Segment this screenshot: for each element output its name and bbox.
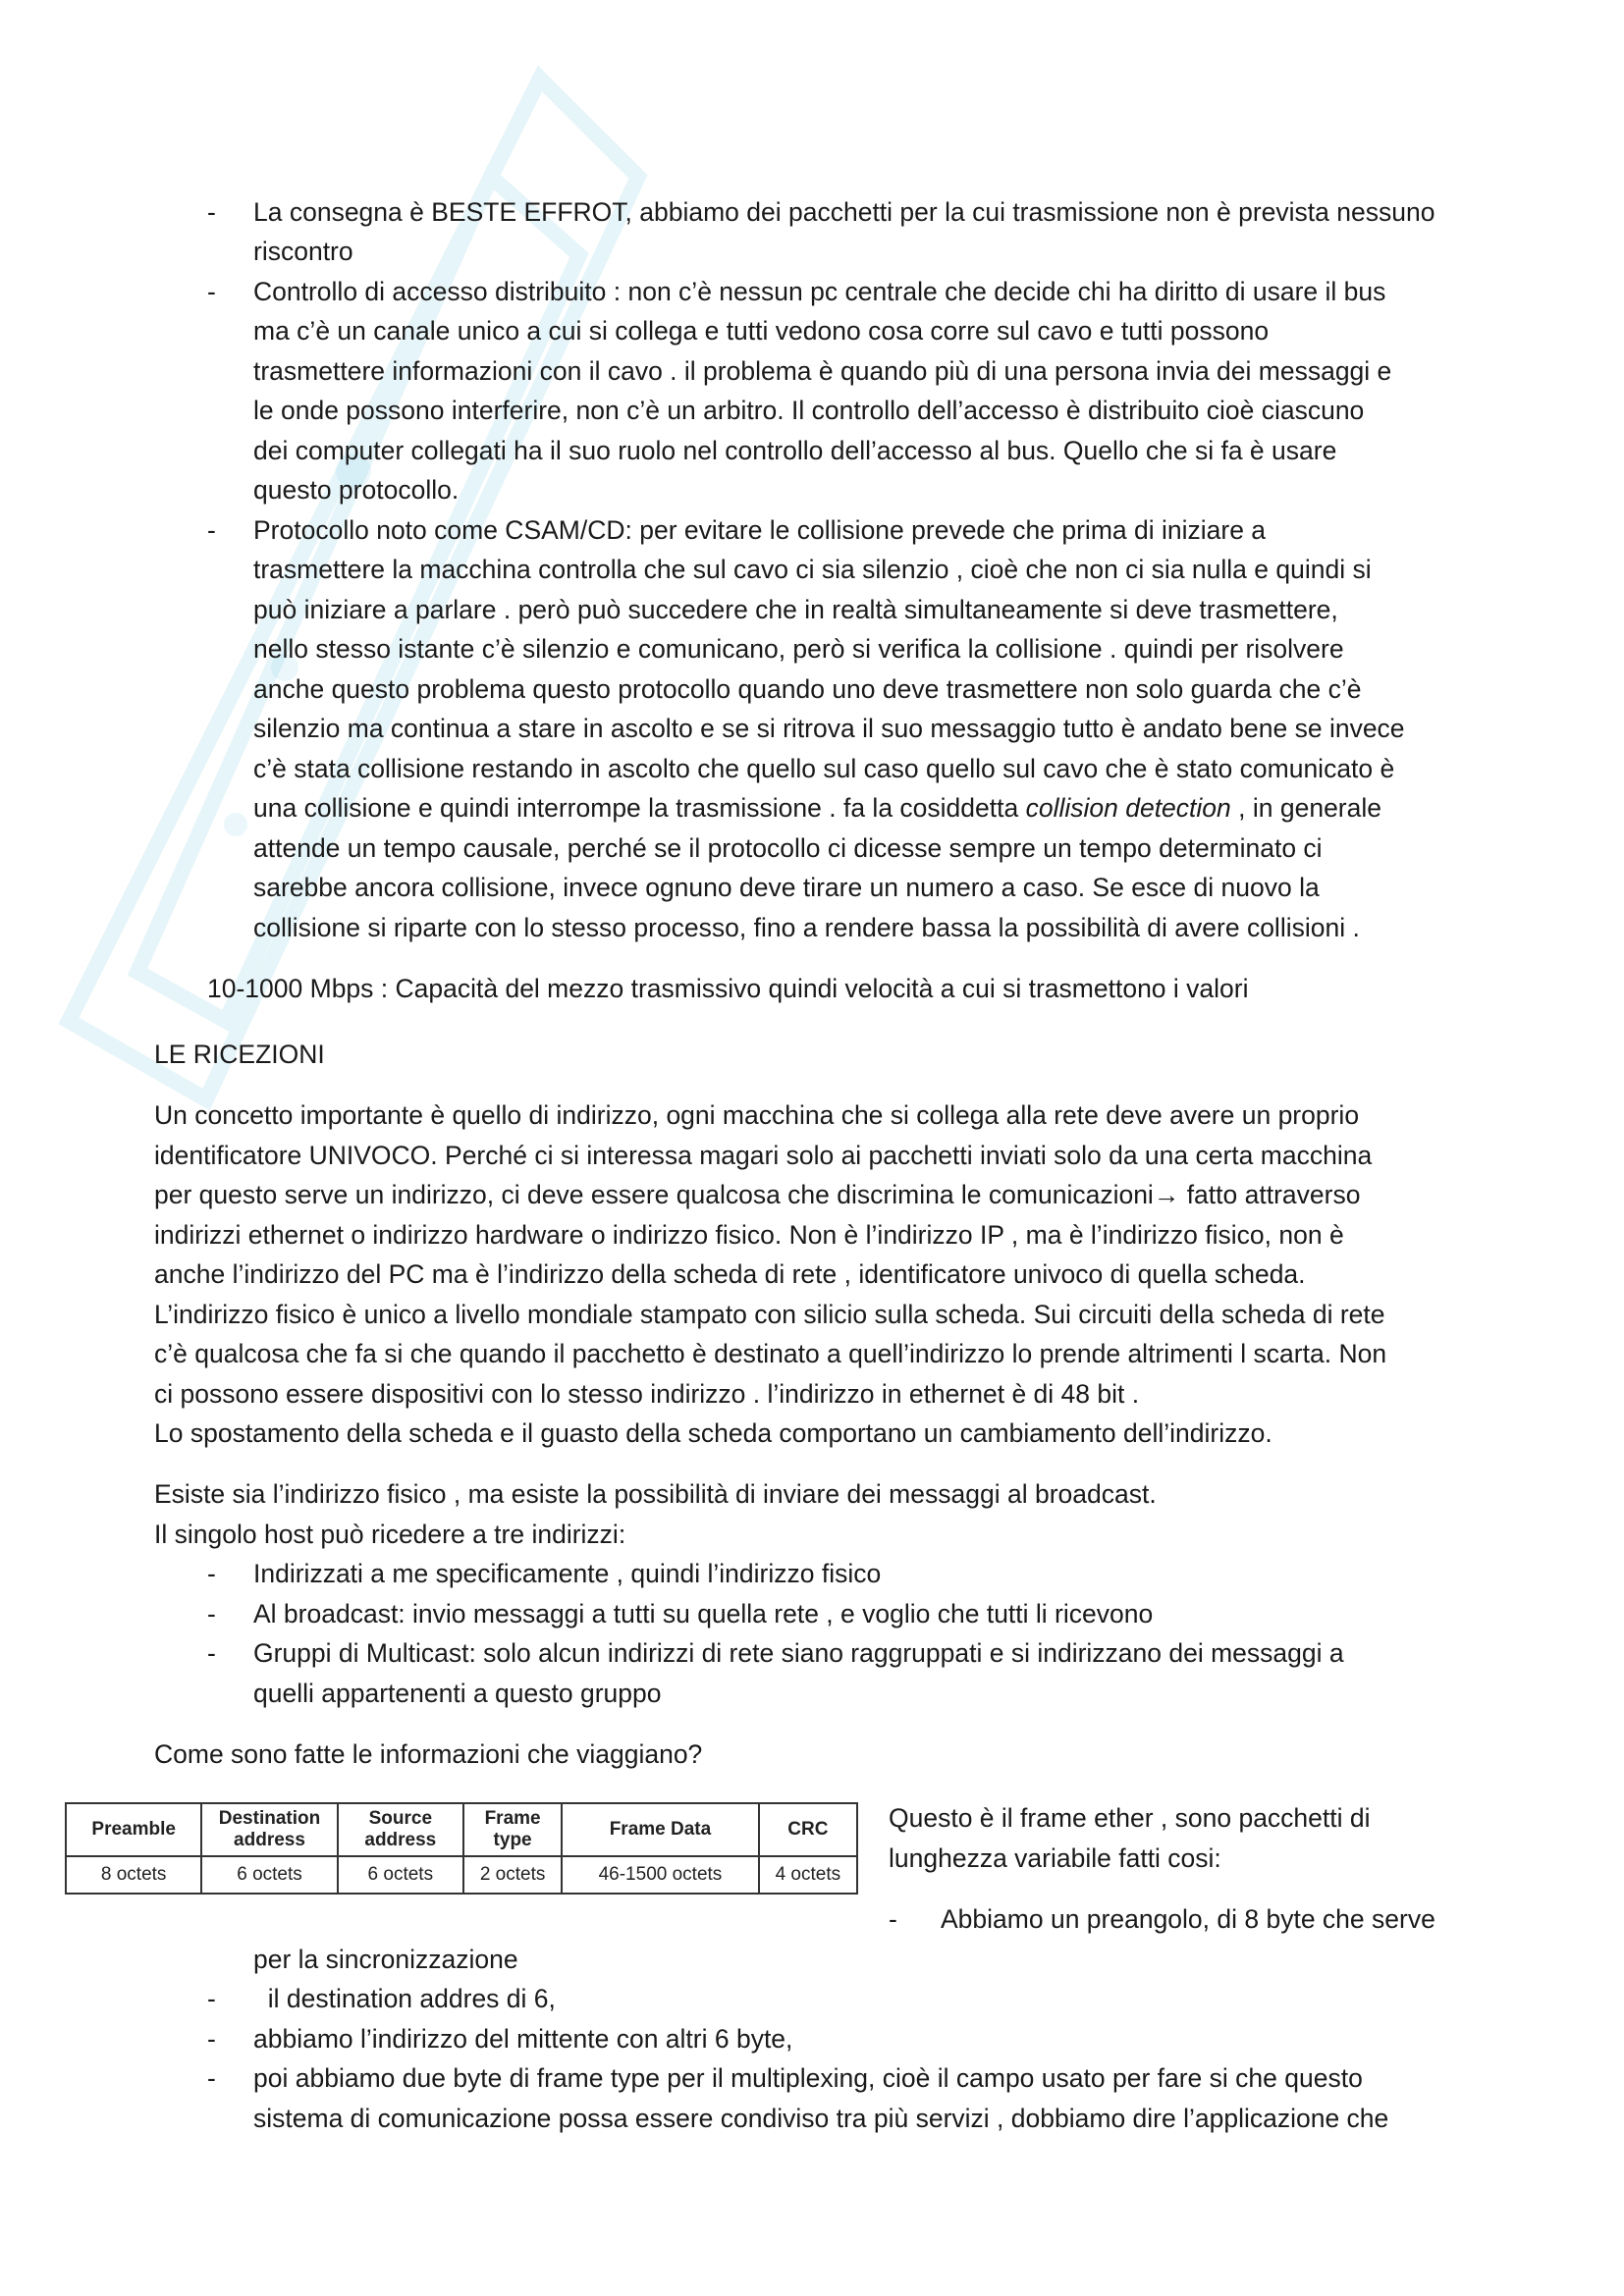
paragraph-line: Esiste sia l’indirizzo fisico , ma esiste la possibilità di inviare dei messaggi al broadcast. bbox=[154, 1479, 1157, 1509]
list-item-line: Abbiamo un preangolo, di 8 byte che serve bbox=[941, 1904, 1435, 1934]
side-text-line: Questo è il frame ether , sono pacchetti di bbox=[889, 1803, 1371, 1833]
list-item-line: questo protocollo. bbox=[253, 475, 460, 505]
paragraph-line: identificatore UNIVOCO. Perché ci si interessa magari solo ai pacchetti inviati solo da una certa macchina bbox=[154, 1141, 1373, 1170]
bullet-dash: - bbox=[207, 515, 216, 545]
list-item-line: trasmettere informazioni con il cavo . il problema è quando più di una persona invia dei messaggi e bbox=[253, 356, 1392, 386]
bullet-dash: - bbox=[207, 197, 216, 227]
table-cell: 46-1500 octets bbox=[562, 1856, 758, 1894]
speed-line: 10-1000 Mbps : Capacità del mezzo trasmissivo quindi velocità a cui si trasmettono i valori bbox=[207, 974, 1249, 1003]
table-header-cell: Preamble bbox=[66, 1803, 201, 1856]
list-item-line: attende un tempo causale, perché se il protocollo ci dicesse sempre un tempo determinato ci bbox=[253, 833, 1323, 863]
table-cell: 8 octets bbox=[66, 1856, 201, 1894]
list-item-line: poi abbiamo due byte di frame type per il multiplexing, cioè il campo usato per fare si che questo bbox=[253, 2063, 1363, 2093]
list-item-line: dei computer collegati ha il suo ruolo nel controllo dell’accesso al bus. Quello che si fa è usare bbox=[253, 436, 1337, 465]
bullet-dash: - bbox=[207, 1559, 216, 1588]
bullet-dash: - bbox=[207, 1638, 216, 1668]
table-cell: 2 octets bbox=[463, 1856, 562, 1894]
paragraph-line: ci possono essere dispositivi con lo stesso indirizzo . l’indirizzo in ethernet è di 48 bit . bbox=[154, 1379, 1140, 1409]
table-cell: 6 octets bbox=[338, 1856, 463, 1894]
list-item-line: Indirizzati a me specificamente , quindi l’indirizzo fisico bbox=[253, 1559, 882, 1588]
list-item-line bbox=[253, 788, 1381, 828]
list-item-line: Al broadcast: invio messaggi a tutti su quella rete , e voglio che tutti li ricevono bbox=[253, 1599, 1154, 1629]
list-item-line: silenzio ma continua a stare in ascolto e se si ritrova il suo messaggio tutto è andato bene se invece bbox=[253, 714, 1405, 743]
list-item-line: anche questo problema questo protocollo quando uno deve trasmettere non solo guarda che c’è bbox=[253, 674, 1362, 704]
list-item-line: può iniziare a parlare . però può succedere che in realtà simultaneamente si deve trasmettere, bbox=[253, 595, 1338, 624]
paragraph-line: c’è qualcosa che fa si che quando il pacchetto è destinato a quell’indirizzo lo prende altrimenti l scarta. Non bbox=[154, 1339, 1387, 1368]
list-item-line: ma c’è un canale unico a cui si collega e tutti vedono cosa corre sul cavo e tutti possono bbox=[253, 316, 1270, 346]
text-segment: , in generale bbox=[1230, 793, 1381, 823]
table-header-cell: CRC bbox=[759, 1803, 857, 1856]
table-cell: 4 octets bbox=[759, 1856, 857, 1894]
text-segment: una collisione e quindi interrompe la trasmissione . fa la cosiddetta bbox=[253, 793, 1026, 823]
list-item-line: collisione si riparte con lo stesso processo, fino a rendere bassa la possibilità di avere collisioni . bbox=[253, 913, 1360, 942]
list-item-line: c’è stata collisione restando in ascolto che quello sul caso quello sul cavo che è stato comunicato è bbox=[253, 754, 1395, 783]
section-heading: LE RICEZIONI bbox=[154, 1040, 325, 1069]
list-item-line: sarebbe ancora collisione, invece ognuno deve tirare un numero a caso. Se esce di nuovo la bbox=[253, 873, 1320, 902]
list-item-line: La consegna è BESTE EFFROT, abbiamo dei pacchetti per la cui trasmissione non è prevista nessuno bbox=[253, 197, 1435, 227]
list-item-line: per la sincronizzazione bbox=[253, 1945, 518, 1974]
table-header-row bbox=[66, 1803, 857, 1856]
bullet-dash: - bbox=[207, 1599, 216, 1629]
table-header-cell: Frame type bbox=[463, 1803, 562, 1856]
list-item-line: nello stesso istante c’è silenzio e comunicano, però si verifica la collisione . quindi per risolvere bbox=[253, 634, 1344, 664]
paragraph-line: Lo spostamento della scheda e il guasto della scheda comportano un cambiamento dell’indirizzo. bbox=[154, 1418, 1272, 1448]
ethernet-frame-table bbox=[65, 1802, 858, 1895]
paragraph-line: anche l’indirizzo del PC ma è l’indirizzo della scheda di rete , identificatore univoco di quella scheda. bbox=[154, 1259, 1306, 1289]
bullet-dash: - bbox=[207, 277, 216, 306]
paragraph-line bbox=[154, 1175, 1360, 1214]
text-segment: per questo serve un indirizzo, ci deve essere qualcosa che discrimina le comunicazioni bbox=[154, 1180, 1154, 1209]
list-item-line: sistema di comunicazione possa essere condiviso tra più servizi , dobbiamo dire l’applicazione che bbox=[253, 2104, 1389, 2133]
list-item-line: Protocollo noto come CSAM/CD: per evitare le collisione prevede che prima di iniziare a bbox=[253, 515, 1267, 545]
table-header-cell: Frame Data bbox=[562, 1803, 758, 1856]
bullet-dash: - bbox=[207, 1984, 216, 2013]
table-row bbox=[66, 1856, 857, 1894]
paragraph-line: L’indirizzo fisico è unico a livello mondiale stampato con silicio sulla scheda. Sui circuiti della scheda di rete bbox=[154, 1300, 1385, 1329]
side-text-line: lunghezza variabile fatti cosi: bbox=[889, 1843, 1221, 1873]
list-item-line: le onde possono interferire, non c’è un arbitro. Il controllo dell’accesso è distribuito cioè ciascuno bbox=[253, 396, 1365, 425]
list-item-line: il destination addres di 6, bbox=[253, 1984, 556, 2013]
list-item-line: riscontro bbox=[253, 237, 353, 266]
bullet-dash: - bbox=[889, 1904, 897, 1934]
list-item-line: Gruppi di Multicast: solo alcun indirizzi di rete siano raggruppati e si indirizzano dei messaggi a bbox=[253, 1638, 1344, 1668]
table-header-cell: Source address bbox=[338, 1803, 463, 1856]
paragraph-line: indirizzi ethernet o indirizzo hardware o indirizzo fisico. Non è l’indirizzo IP , ma è l’indirizzo fisico, non è bbox=[154, 1220, 1344, 1250]
italic-term: collision detection bbox=[1025, 793, 1231, 823]
paragraph-line: Il singolo host può ricedere a tre indirizzi: bbox=[154, 1520, 626, 1549]
arrow-text: → fatto attraverso bbox=[1153, 1180, 1361, 1209]
bullet-dash: - bbox=[207, 2063, 216, 2093]
bullet-dash: - bbox=[207, 2024, 216, 2054]
table-cell: 6 octets bbox=[201, 1856, 337, 1894]
list-item-line: abbiamo l’indirizzo del mittente con altri 6 byte, bbox=[253, 2024, 793, 2054]
paragraph-line: Un concetto importante è quello di indirizzo, ogni macchina che si collega alla rete deve avere un proprio bbox=[154, 1100, 1360, 1130]
list-item-line: quelli appartenenti a questo gruppo bbox=[253, 1679, 662, 1708]
question-line: Come sono fatte le informazioni che viaggiano? bbox=[154, 1739, 703, 1769]
table-header-cell: Destination address bbox=[201, 1803, 337, 1856]
list-item-line: Controllo di accesso distribuito : non c’è nessun pc centrale che decide chi ha diritto di usare il bus bbox=[253, 277, 1386, 306]
list-item-line: trasmettere la macchina controlla che sul cavo ci sia silenzio , cioè che non ci sia nulla e quindi si bbox=[253, 555, 1372, 584]
